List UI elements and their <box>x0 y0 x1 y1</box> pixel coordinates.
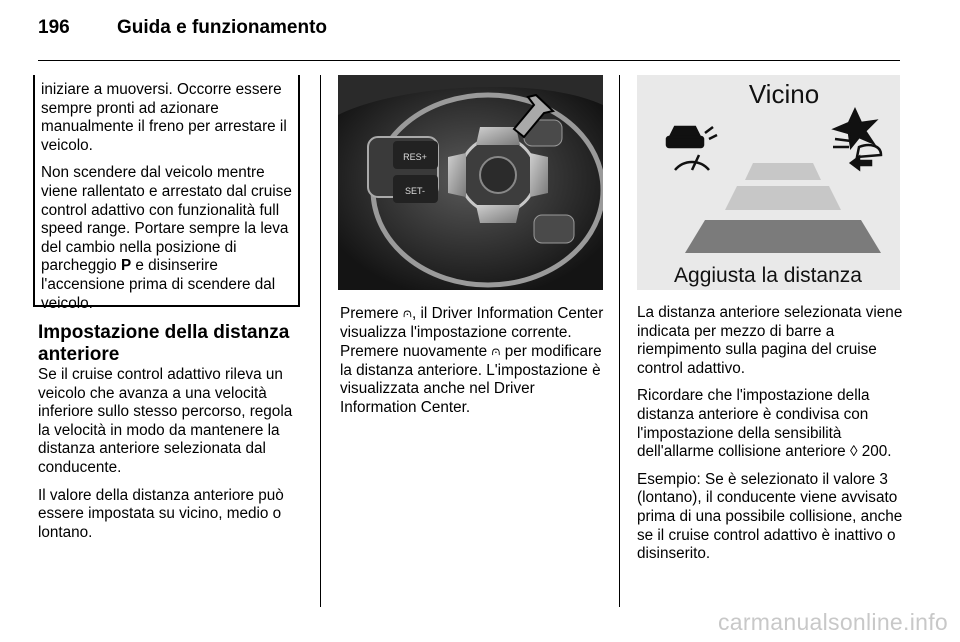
section-heading: Impostazione della distanza anteriore <box>38 322 290 365</box>
column-3-body <box>637 304 903 573</box>
distance-icon: ⩀ <box>402 305 413 320</box>
section-title: Guida e funzionamento <box>116 17 328 38</box>
display-caption: Aggiusta la distanza <box>674 264 862 287</box>
paragraph: La distanza anteriore selezionata viene indicata per mezzo di barre a riempimento sulla pagina del cruise control adattivo. <box>637 304 903 377</box>
paragraph: Esempio: Se è selezionato il valore 3 (lontano), il conducente viene avvisato prima di una possibile collisione, anche se il cruise control adattivo è inattivo o disinserito. <box>637 470 903 563</box>
header-rule <box>38 60 900 61</box>
warning-text: Non scendere dal veicolo mentre viene rallentato e arrestato dal cruise control adattivo con funzionalità full speed range. Portare sempre la leva del cambio nella posizione di parcheggio P e disinserire l'accensione prima di scendere dal veicolo. <box>41 164 292 312</box>
paragraph: Ricordare che l'impostazione della distanza anteriore è condivisa con l'impostazione della sensibilità dell'allarme collisione anteriore ◊ 200. <box>637 387 892 461</box>
set-label: SET- <box>404 186 426 196</box>
driver-info-display <box>637 75 900 290</box>
distance-bar <box>745 163 821 180</box>
distance-bar <box>725 186 841 210</box>
page-header <box>38 17 327 39</box>
page-reference-link[interactable]: ◊ 200 <box>849 443 888 461</box>
column-1-body <box>38 322 303 551</box>
display-title: Vicino <box>748 79 820 109</box>
warning-box <box>33 75 300 312</box>
paragraph: Il valore della distanza anteriore può essere impostata su vicino, medio o lontano. <box>38 486 284 541</box>
watermark: carmanualsonline.info <box>717 609 948 635</box>
res-label: RES+ <box>403 152 427 162</box>
page-number: 196 <box>38 17 70 38</box>
paragraph: Premere ⩀, il Driver Information Center visualizza l'impostazione corrente. Premere nuovamente ⩀ per modificare la distanza anteriore. L'impostazione è visualizzata anche nel Driver Information Center. <box>340 305 604 416</box>
warning-text: iniziare a muoversi. Occorre essere sempre pronti ad azionare manualmente il freno per arrestare il veicolo. <box>41 81 287 154</box>
column-2-body <box>340 304 606 427</box>
column-divider <box>320 75 321 607</box>
column-divider <box>619 75 620 607</box>
steering-wheel-image <box>338 75 603 290</box>
distance-icon: ⩀ <box>491 343 501 359</box>
distance-bar <box>685 220 881 253</box>
paragraph: Se il cruise control adattivo rileva un veicolo che avanza a una velocità inferiore sullo stesso percorso, regola la velocità in modo da mantenere la distanza anteriore selezionata dal conducente. <box>38 366 293 476</box>
